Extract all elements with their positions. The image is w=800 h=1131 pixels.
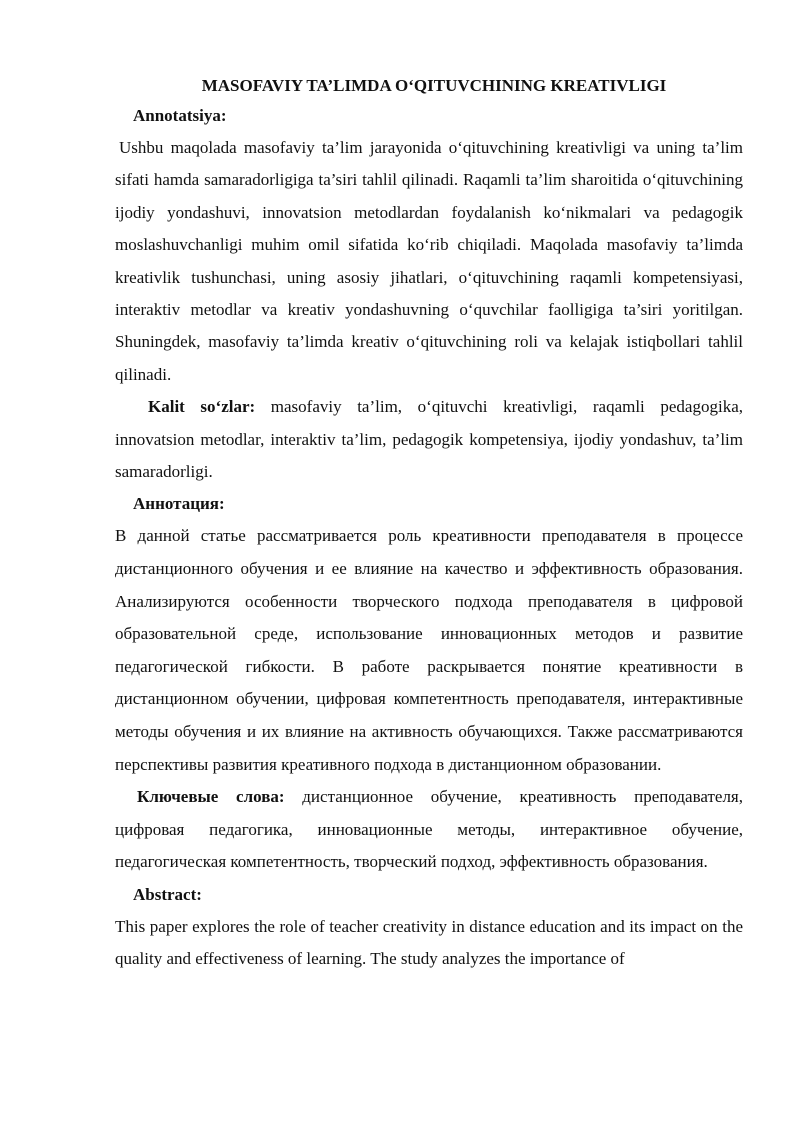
keywords-ru — [115, 781, 743, 879]
keywords-uz-label: Kalit so‘zlar: — [148, 397, 256, 417]
abstract-uz-heading: Annotatsiya: — [133, 106, 227, 125]
abstract-ru-text: В данной статье рассматривается роль креативности преподавателя в процессе дистанционного обучения и ее влияние на качество и эффективность образования. Анализируются особенности творческого подхода преподавателя в цифровой образовательной среде, использование инновационных методов и развитие педагогической гибкости. В работе раскрывается понятие креативности в дистанционном обучении, цифровая компетентность преподавателя, интерактивные методы обучения и их влияние на активность обучающихся. Также рассматриваются перспективы развития креативного подхода в дистанционном образовании. — [115, 526, 743, 774]
abstract-en-text: This paper explores the role of teacher creativity in distance education and its impact on the quality and effectiveness of learning. The study analyzes the importance of — [115, 917, 743, 969]
keywords-ru-text: дистанционное обучение, креативность преподавателя, цифровая педагогика, инновационные методы, интерактивное обучение, педагогическая компетентность, творческий подход, эффективность образования. — [115, 787, 744, 872]
keywords-uz-text: masofaviy ta’lim, o‘qituvchi kreativligi, raqamli pedagogika, innovatsion metodlar, interaktiv ta’lim, pedagogik kompetensiya, ijodiy yondashuv, ta’lim samaradorligi. — [115, 397, 743, 482]
paper-page — [115, 72, 743, 976]
keywords-ru-label: Ключевые слова: — [137, 787, 285, 807]
abstract-uz-text: Ushbu maqolada masofaviy ta’lim jarayonida o‘qituvchining kreativligi va uning ta’lim sifati hamda samaradorligiga ta’siri tahlil qilinadi. Raqamli ta’lim sharoitida o‘qituvchining ijodiy yondashuvi, innovatsion metodlardan foydalanish ko‘nikmalari va pedagogik moslashuvchanligi muhim omil sifatida ko‘rib chiqiladi. Maqolada masofaviy ta’limda kreativlik tushunchasi, uning asosiy jihatlari, o‘qituvchining raqamli kompetensiyasi, interaktiv metodlar va kreativ yondashuvning o‘quvchilar faolligiga ta’siri yoritilgan. Shuningdek, masofaviy ta’limda kreativ o‘qituvchining roli va kelajak istiqbollari tahlil qilinadi. — [115, 138, 743, 384]
abstract-ru — [115, 488, 743, 879]
abstract-en — [115, 879, 743, 976]
keywords-uz — [115, 391, 743, 488]
abstract-ru-heading: Аннотация: — [133, 494, 225, 514]
paper-title: MASOFAVIY TA’LIMDA O‘QITUVCHINING KREATIVLIGI — [201, 76, 667, 95]
abstract-en-heading: Abstract: — [133, 885, 202, 904]
abstract-uz — [115, 100, 743, 488]
